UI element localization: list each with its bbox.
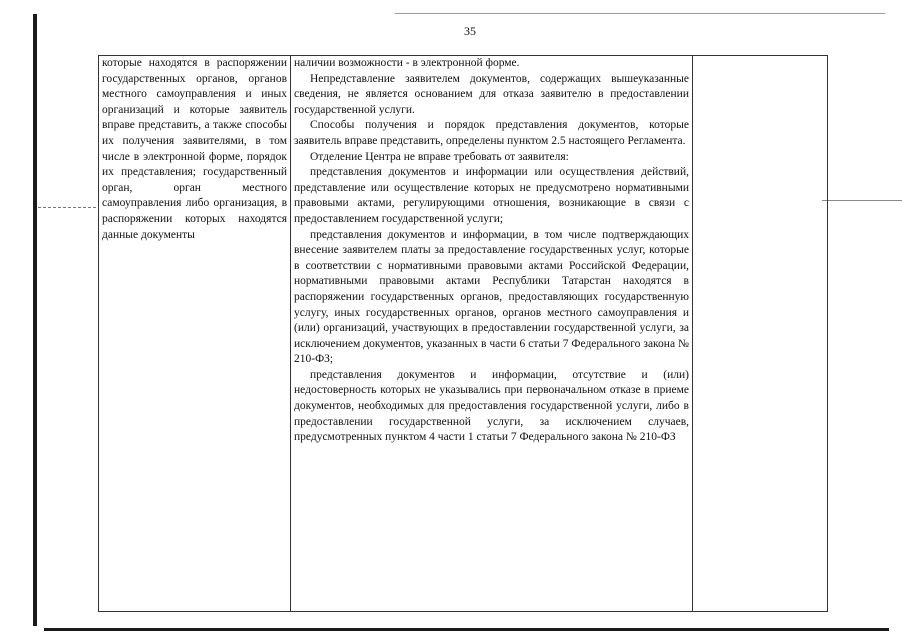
page-number: 35 bbox=[464, 24, 476, 38]
left-cell-text: которые находятся в распоряжении государственных органов, органов местного самоуправления и иных организаций и которые заявитель вправе представить, а также способы их получения заявителями, в том числе в электронной форме, порядок их представления; государственный орган, орган местного самоуправления либо организация, в распоряжении которых находятся данные документы bbox=[102, 57, 287, 241]
middle-cell bbox=[291, 56, 693, 612]
table-row bbox=[99, 56, 828, 612]
middle-paragraph-7: представления документов и информации, отсутствие и (или) недостоверность которых не указывались при первоначальном отказе в приеме документов, необходимых для предоставления государственной услуги, либо в предоставлении государственной услуги, за исключением случаев, предусмотренных пунктом 4 части 1 статьи 7 Федерального закона № 210-ФЗ bbox=[294, 368, 689, 444]
scan-artifact-left bbox=[38, 207, 96, 208]
middle-paragraph-3: Способы получения и порядок представления документов, которые заявитель вправе представить, определены пунктом 2.5 настоящего Регламента. bbox=[294, 119, 689, 147]
right-cell bbox=[693, 56, 828, 612]
left-cell bbox=[99, 56, 291, 612]
middle-paragraph-4: Отделение Центра не вправе требовать от заявителя: bbox=[310, 150, 569, 163]
scan-edge-left bbox=[33, 14, 37, 626]
middle-paragraph-6: представления документов и информации, в том числе подтверждающих внесение заявителем платы за предоставление государственных услуг, которые в соответствии с нормативными правовыми актами Российской Федерации, нормативными правовыми актами Республики Татарстан находятся в распоряжении государственных органов, предоставляющих государственную услугу, иных государственных органов, органов местного самоуправления и (или) организаций, участвующих в предоставлении государственной услуги, за исключением документов, указанных в части 6 статьи 7 Федерального закона № 210-ФЗ; bbox=[294, 228, 689, 366]
scan-edge-top bbox=[395, 13, 885, 14]
scan-artifact-right bbox=[822, 200, 902, 201]
middle-paragraph-1: наличии возможности - в электронной форме. bbox=[294, 57, 520, 69]
middle-paragraph-2: Непредставление заявителем документов, содержащих вышеуказанные сведения, не является основанием для отказа заявителю в предоставлении государственной услуги. bbox=[294, 72, 689, 116]
regulation-table bbox=[98, 55, 828, 612]
scan-edge-bottom bbox=[44, 628, 889, 631]
middle-paragraph-5: представления документов и информации или осуществления действий, представление или осуществление которых не предусмотрено нормативными правовыми актами, регулирующими отношения, возникающие в связи с предоставлением государственной услуги; bbox=[294, 166, 689, 225]
